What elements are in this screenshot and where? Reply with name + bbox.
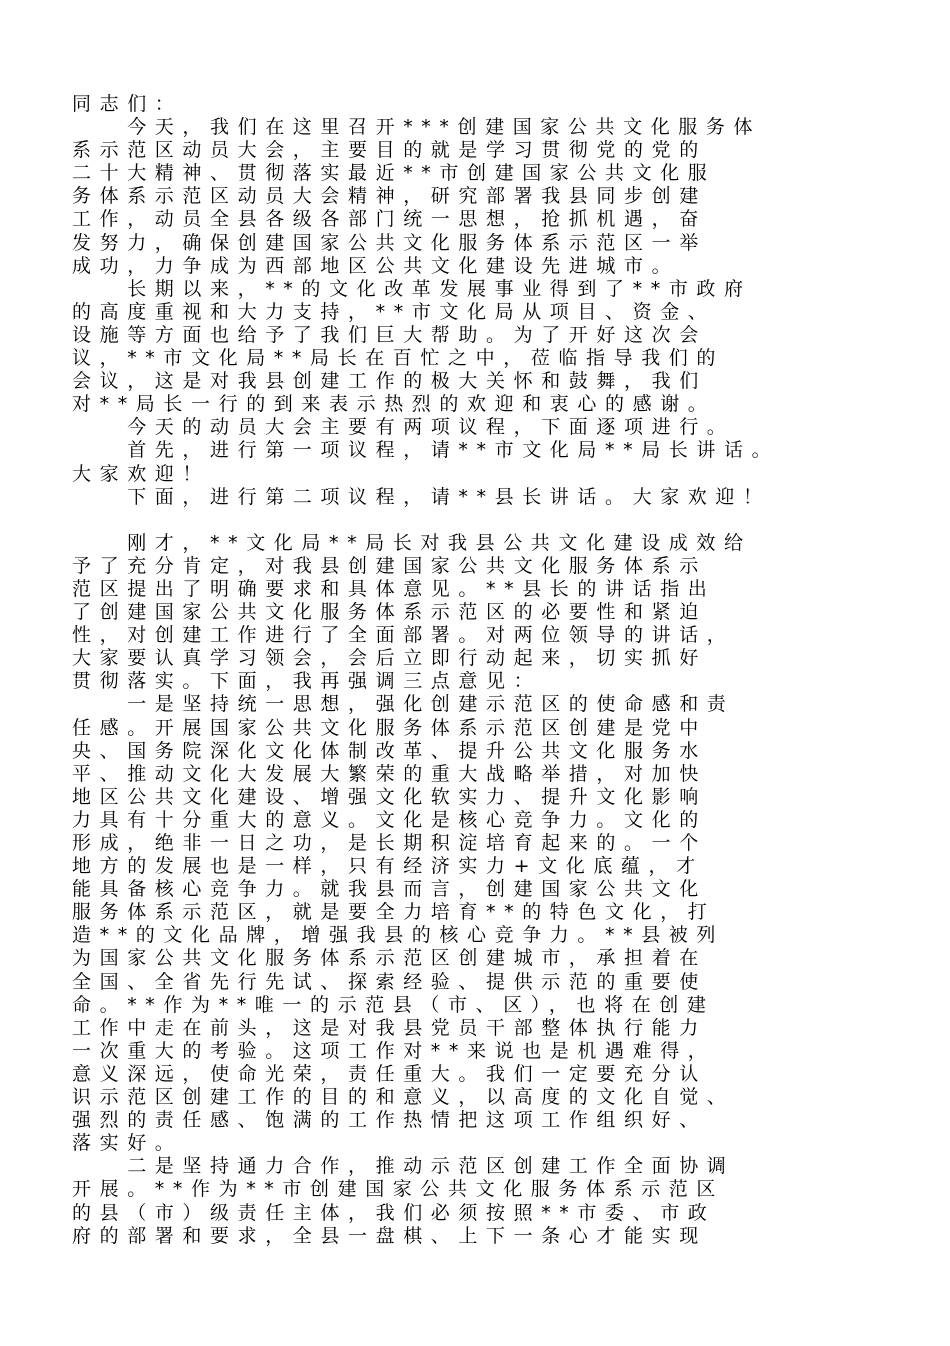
text-line: 系示范区动员大会，主要目的就是学习贯彻党的党的 — [72, 139, 707, 162]
text-line: 下面，进行第二项议程，请**县长讲话。大家欢迎！ — [72, 485, 771, 508]
speech-text — [72, 93, 892, 1248]
text-line: 落实好。 — [72, 1132, 183, 1155]
text-line: 范区提出了明确要求和具体意见。**县长的讲话指出 — [72, 577, 716, 600]
text-line: 形成，绝非一日之功，是长期积淀培育起来的。一个 — [72, 832, 707, 854]
text-line: 一是坚持统一思想，强化创建示范区的使命感和责 — [72, 693, 735, 716]
text-line: 发努力，确保创建国家公共文化服务体系示范区一举 — [72, 231, 707, 254]
text-line: 力具有十分重大的意义。文化是核心竞争力。文化的 — [72, 808, 707, 831]
text-line: 能具备核心竞争力。就我县而言，创建国家公共文化 — [72, 878, 707, 901]
text-line: 同志们： — [72, 93, 183, 115]
text-line: 会议，这是对我县创建工作的极大关怀和鼓舞，我们 — [72, 370, 707, 393]
text-line: 的县（市）级责任主体，我们必须按照**市委、市政 — [72, 1201, 716, 1224]
text-line: 地方的发展也是一样，只有经济实力+文化底蕴，才 — [72, 855, 704, 878]
text-line: 予了充分肯定，对我县创建国家公共文化服务体系示 — [72, 554, 707, 577]
text-line: 工作，动员全县各级各部门统一思想，抢抓机遇，奋 — [72, 208, 707, 231]
text-line: 的高度重视和大力支持，**市文化局从项目、资金、 — [72, 300, 716, 323]
text-line: 大家要认真学习领会，会后立即行动起来，切实抓好 — [72, 647, 707, 670]
text-line: 命。**作为**唯一的示范县（市、区），也将在创建 — [72, 993, 715, 1016]
text-line: 府的部署和要求，全县一盘棋、上下一条心才能实现 — [72, 1224, 707, 1247]
text-line: 首先，进行第一项议程，请**市文化局**局长讲话。 — [72, 439, 780, 462]
text-line: 今天的动员大会主要有两项议程，下面逐项进行。 — [72, 416, 735, 439]
text-line: 工作中走在前头，这是对我县党员干部整体执行能力 — [72, 1016, 707, 1039]
text-line: 造**的文化品牌，增强我县的核心竞争力。**县被列 — [72, 924, 725, 947]
text-line: 服务体系示范区，就是要全力培育**的特色文化，打 — [72, 901, 716, 924]
text-line: 成功，力争成为西部地区公共文化建设先进城市。 — [72, 254, 680, 277]
text-line: 为国家公共文化服务体系示范区创建城市，承担着在 — [72, 947, 707, 970]
text-line: 二是坚持通力合作，推动示范区创建工作全面协调 — [72, 1155, 735, 1178]
text-line: 全国、全省先行先试、探索经验、提供示范的重要使 — [72, 970, 707, 993]
text-line: 开展。**作为**市创建国家公共文化服务体系示范区 — [72, 1178, 725, 1201]
blank-line — [72, 509, 892, 532]
text-line: 刚才，**文化局**局长对我县公共文化建设成效给 — [72, 531, 752, 554]
text-line: 央、国务院深化文化体制改革、提升公共文化服务水 — [72, 739, 707, 762]
text-line: 贯彻落实。下面，我再强调三点意见： — [72, 670, 542, 693]
text-line: 强烈的责任感、饱满的工作热情把这项工作组织好、 — [72, 1109, 707, 1132]
text-line: 设施等方面也给予了我们巨大帮助。为了开好这次会 — [72, 323, 707, 346]
text-line: 地区公共文化建设、增强文化软实力、提升文化影响 — [72, 785, 707, 808]
text-line: 二十大精神、贯彻落实最近**市创建国家公共文化服 — [72, 162, 716, 185]
text-line: 任感。开展国家公共文化服务体系示范区创建是党中 — [72, 716, 707, 739]
text-line: 识示范区创建工作的目的和意义，以高度的文化自觉、 — [72, 1086, 735, 1109]
text-line: 务体系示范区动员大会精神，研究部署我县同步创建 — [72, 185, 707, 208]
text-line: 性，对创建工作进行了全面部署。对两位领导的讲话， — [72, 624, 735, 647]
text-line: 长期以来，**的文化改革发展事业得到了**市政府 — [72, 277, 752, 300]
text-line: 今天，我们在这里召开***创建国家公共文化服务体 — [72, 116, 762, 139]
text-line: 大家欢迎！ — [72, 462, 211, 485]
text-line: 议，**市文化局**局长在百忙之中，莅临指导我们的 — [72, 347, 725, 370]
text-line: 意义深远，使命光荣，责任重大。我们一定要充分认 — [72, 1062, 707, 1085]
text-line: 一次重大的考验。这项工作对**来说也是机遇难得， — [72, 1039, 716, 1062]
text-line: 了创建国家公共文化服务体系示范区的必要性和紧迫 — [72, 601, 707, 624]
text-line: 对**局长一行的到来表示热烈的欢迎和衷心的感谢。 — [72, 393, 716, 416]
text-line: 平、推动文化大发展大繁荣的重大战略举措，对加快 — [72, 762, 707, 785]
